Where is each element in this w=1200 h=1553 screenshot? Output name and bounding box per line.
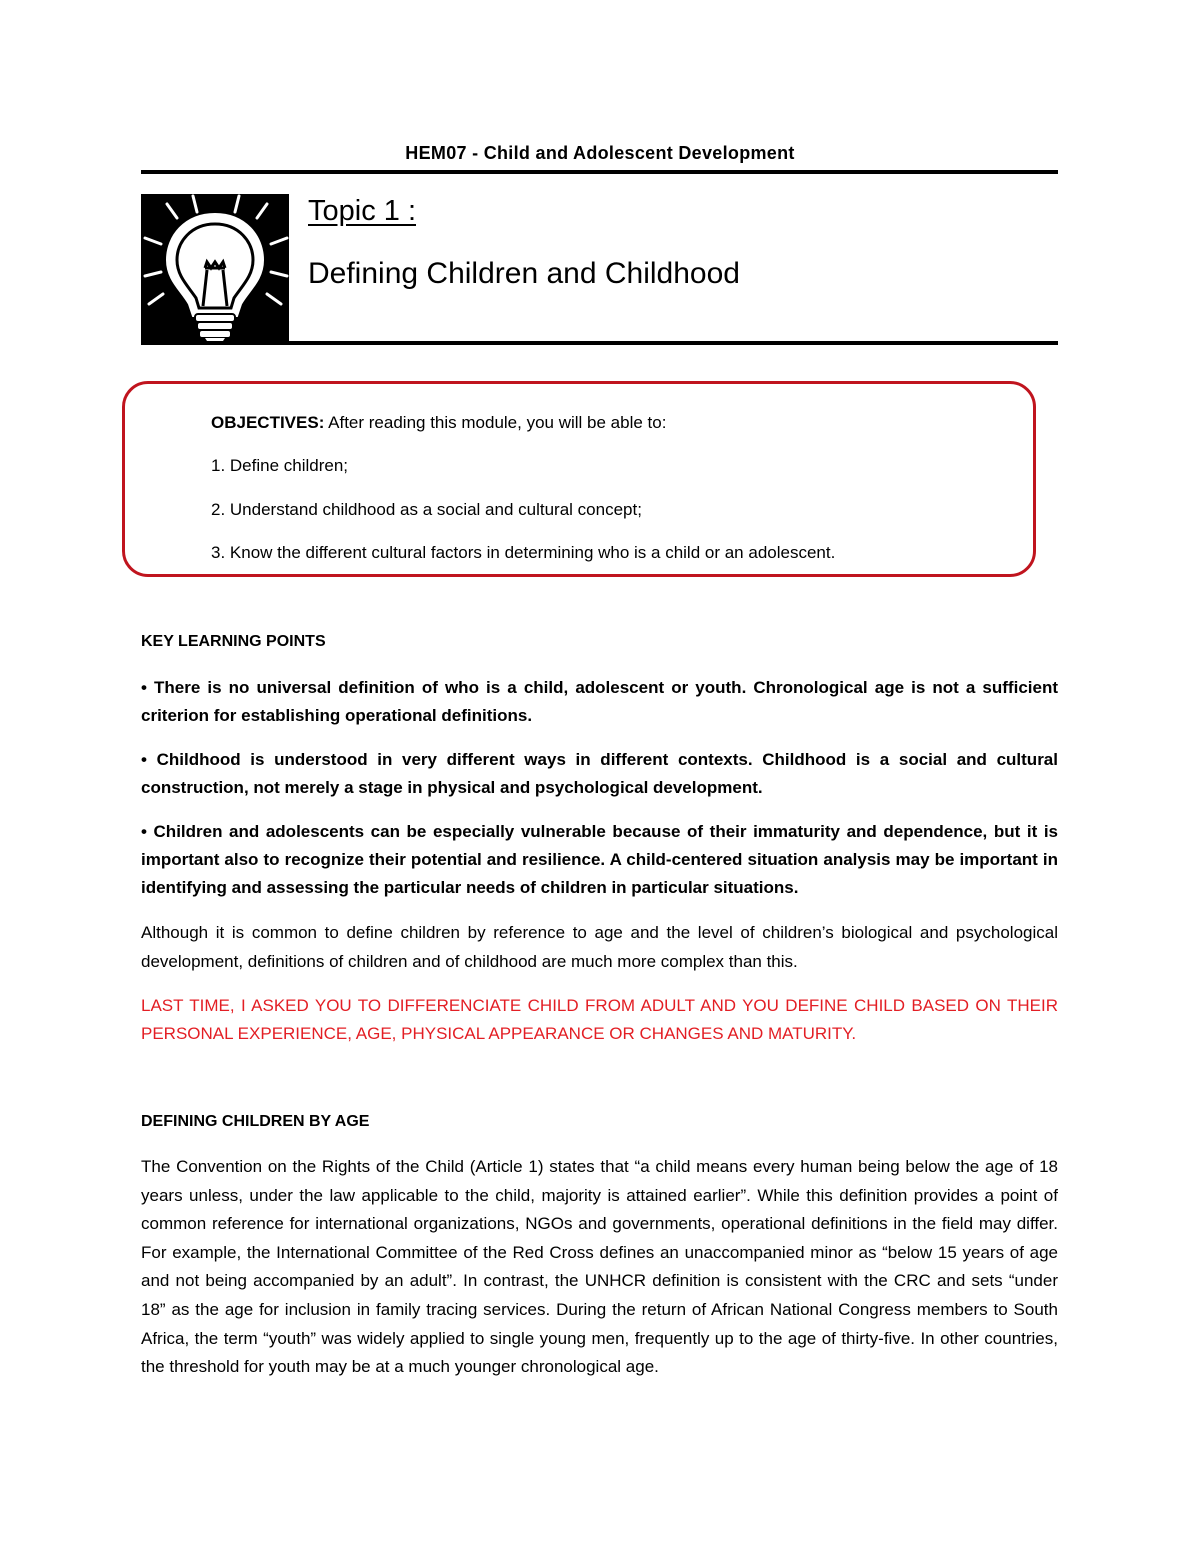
intro-paragraph: Although it is common to define children by reference to age and the level of children’s biological and psychological development, definitions of children and of childhood are much more complex than this. [141, 923, 1058, 971]
section-paragraph: The Convention on the Rights of the Child (Article 1) states that “a child means every human being below the age of 18 years unless, under the law applicable to the child, majority is attained earlier”. While this definition provides a point of common reference for international organizations, NGOs and governments, operational definitions in the field may differ. For example, the International Committee of the Red Cross defines an unaccompanied minor as “below 15 years of age and not being accompanied by an adult”. In contrast, the UNHCR definition is consistent with the CRC and sets “under 18” as the age for inclusion in family tracing services. During the return of African National Congress members to South Africa, the term “youth” was widely applied to single young men, frequently up to the age of thirty-five. In other countries, the threshold for youth may be at a much younger chronological age. [141, 1157, 1058, 1377]
key-point-item: • Children and adolescents can be especially vulnerable because of their immaturity and dependence, but it is important also to recognize their potential and resilience. A child-centered situation analysis may be important in identifying and assessing the particular needs of children in particular situations. [141, 822, 1058, 897]
objective-item: 1. Define children; [211, 456, 349, 475]
topic-number: Topic 1 : [308, 195, 416, 227]
objectives-intro [211, 413, 666, 433]
key-points-heading: KEY LEARNING POINTS [141, 633, 326, 650]
key-point-item: • Childhood is understood in very different ways in different contexts. Childhood is a social and cultural construction, not merely a stage in physical and psychological development. [141, 750, 1058, 797]
objective-item: 3. Know the different cultural factors in determining who is a child or an adolescent. [211, 543, 836, 562]
course-header: HEM07 - Child and Adolescent Development [405, 143, 795, 163]
topic-title: Defining Children and Childhood [308, 257, 740, 290]
objectives-label: OBJECTIVES: [211, 413, 325, 432]
lightbulb-icon [141, 194, 289, 344]
teacher-note: LAST TIME, I ASKED YOU TO DIFFERENCIATE CHILD FROM ADULT AND YOU DEFINE CHILD BASED ON THEIR PERSONAL EXPERIENCE, AGE, PHYSICAL APPEARANCE OR CHANGES AND MATURITY. [141, 996, 1058, 1043]
header-rule-bottom [141, 341, 1058, 345]
section-heading: DEFINING CHILDREN BY AGE [141, 1113, 370, 1130]
header-rule-top [141, 170, 1058, 174]
key-point-item: • There is no universal definition of who is a child, adolescent or youth. Chronological age is not a sufficient criterion for establishing operational definitions. [141, 678, 1058, 725]
objectives-intro-text: After reading this module, you will be able to: [324, 413, 667, 432]
objective-item: 2. Understand childhood as a social and cultural concept; [211, 500, 642, 519]
